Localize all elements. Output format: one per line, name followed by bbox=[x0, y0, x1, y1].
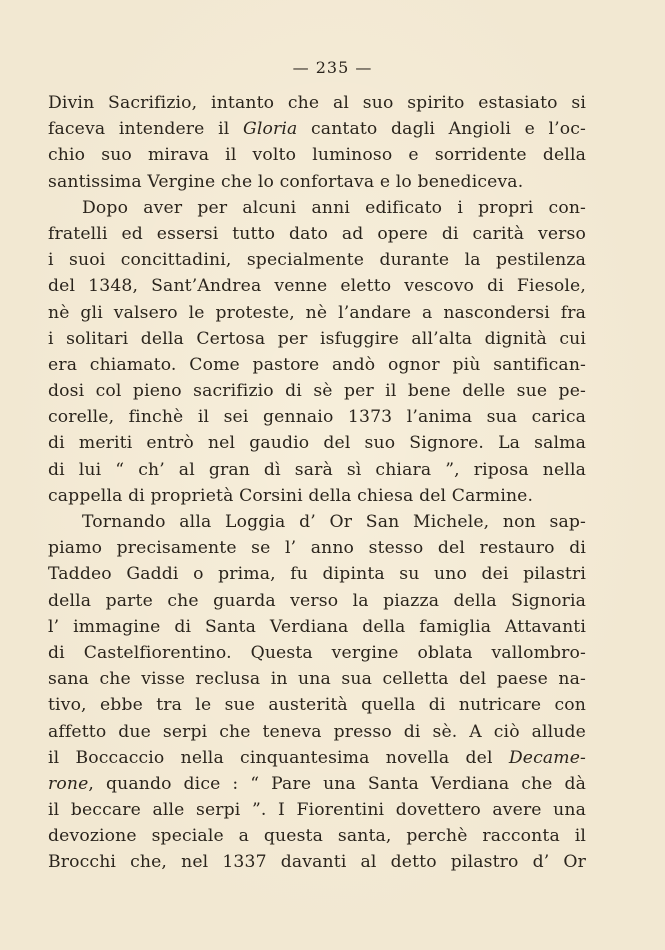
text-line: nè gli valsero le proteste, nè l’andare a nascondersi fra bbox=[48, 302, 586, 323]
text-line: era chiamato. Come pastore andò ognor più santifican- bbox=[48, 354, 586, 375]
text-line: Tornando alla Loggia d’ Or San Michele, non sap- bbox=[82, 512, 586, 532]
text-line: dosi col pieno sacrifizio di sè per il bene delle sue pe- bbox=[48, 381, 586, 402]
text-line: del 1348, Sant’Andrea venne eletto vescovo di Fiesole, bbox=[48, 276, 586, 297]
text-line: fratelli ed essersi tutto dato ad opere di carità verso bbox=[48, 223, 586, 244]
text-line: Taddeo Gaddi o prima, fu dipinta su uno dei pilastri bbox=[48, 564, 586, 585]
text-line: devozione speciale a questa santa, perchè racconta il bbox=[48, 826, 586, 847]
text-line: i suoi concittadini, specialmente durante la pestilenza bbox=[48, 250, 586, 271]
text-line: l’ immagine di Santa Verdiana della famiglia Attavanti bbox=[48, 616, 586, 637]
text-line: Brocchi che, nel 1337 davanti al detto pilastro d’ Or bbox=[48, 852, 586, 873]
text-line: cappella di proprietà Corsini della chiesa del Carmine. bbox=[48, 485, 534, 506]
text-line: corelle, finchè il sei gennaio 1373 l’anima sua carica bbox=[48, 407, 586, 428]
body-text bbox=[48, 90, 586, 876]
text-line: rone, quando dice : “ Pare una Santa Verdiana che dà bbox=[48, 773, 586, 794]
text-line: il beccare alle serpi ”. I Fiorentini dovettero avere una bbox=[48, 800, 586, 821]
text-line: santissima Vergine che lo confortava e lo benediceva. bbox=[48, 171, 524, 192]
text-line: di Castelfiorentino. Questa vergine oblata vallombro- bbox=[48, 642, 586, 663]
text-line: di lui “ ch’ al gran dì sarà sì chiara ”, riposa nella bbox=[48, 459, 586, 480]
text-line: piamo precisamente se l’ anno stesso del restauro di bbox=[48, 538, 586, 559]
page-number: — 235 — bbox=[292, 58, 373, 77]
text-line: della parte che guarda verso la piazza della Signoria bbox=[48, 590, 586, 611]
text-line: sana che visse reclusa in una sua celletta del paese na- bbox=[48, 669, 586, 690]
text-line: i solitari della Certosa per isfuggire all’alta dignità cui bbox=[48, 328, 586, 349]
text-line: affetto due serpi che teneva presso di sè. A ciò allude bbox=[48, 721, 586, 742]
text-line: Divin Sacrifizio, intanto che al suo spirito estasiato si bbox=[48, 93, 586, 113]
text-line: Dopo aver per alcuni anni edificato i propri con- bbox=[82, 197, 586, 218]
text-line: di meriti entrò nel gaudio del suo Signore. La salma bbox=[48, 433, 586, 454]
text-line: faceva intendere il Gloria cantato dagli Angioli e l’oc- bbox=[48, 119, 586, 140]
text-line: il Boccaccio nella cinquantesima novella del Decame- bbox=[48, 747, 586, 768]
text-line: chio suo mirava il volto luminoso e sorridente della bbox=[48, 145, 586, 166]
text-line: tivo, ebbe tra le sue austerità quella di nutricare con bbox=[48, 695, 586, 716]
